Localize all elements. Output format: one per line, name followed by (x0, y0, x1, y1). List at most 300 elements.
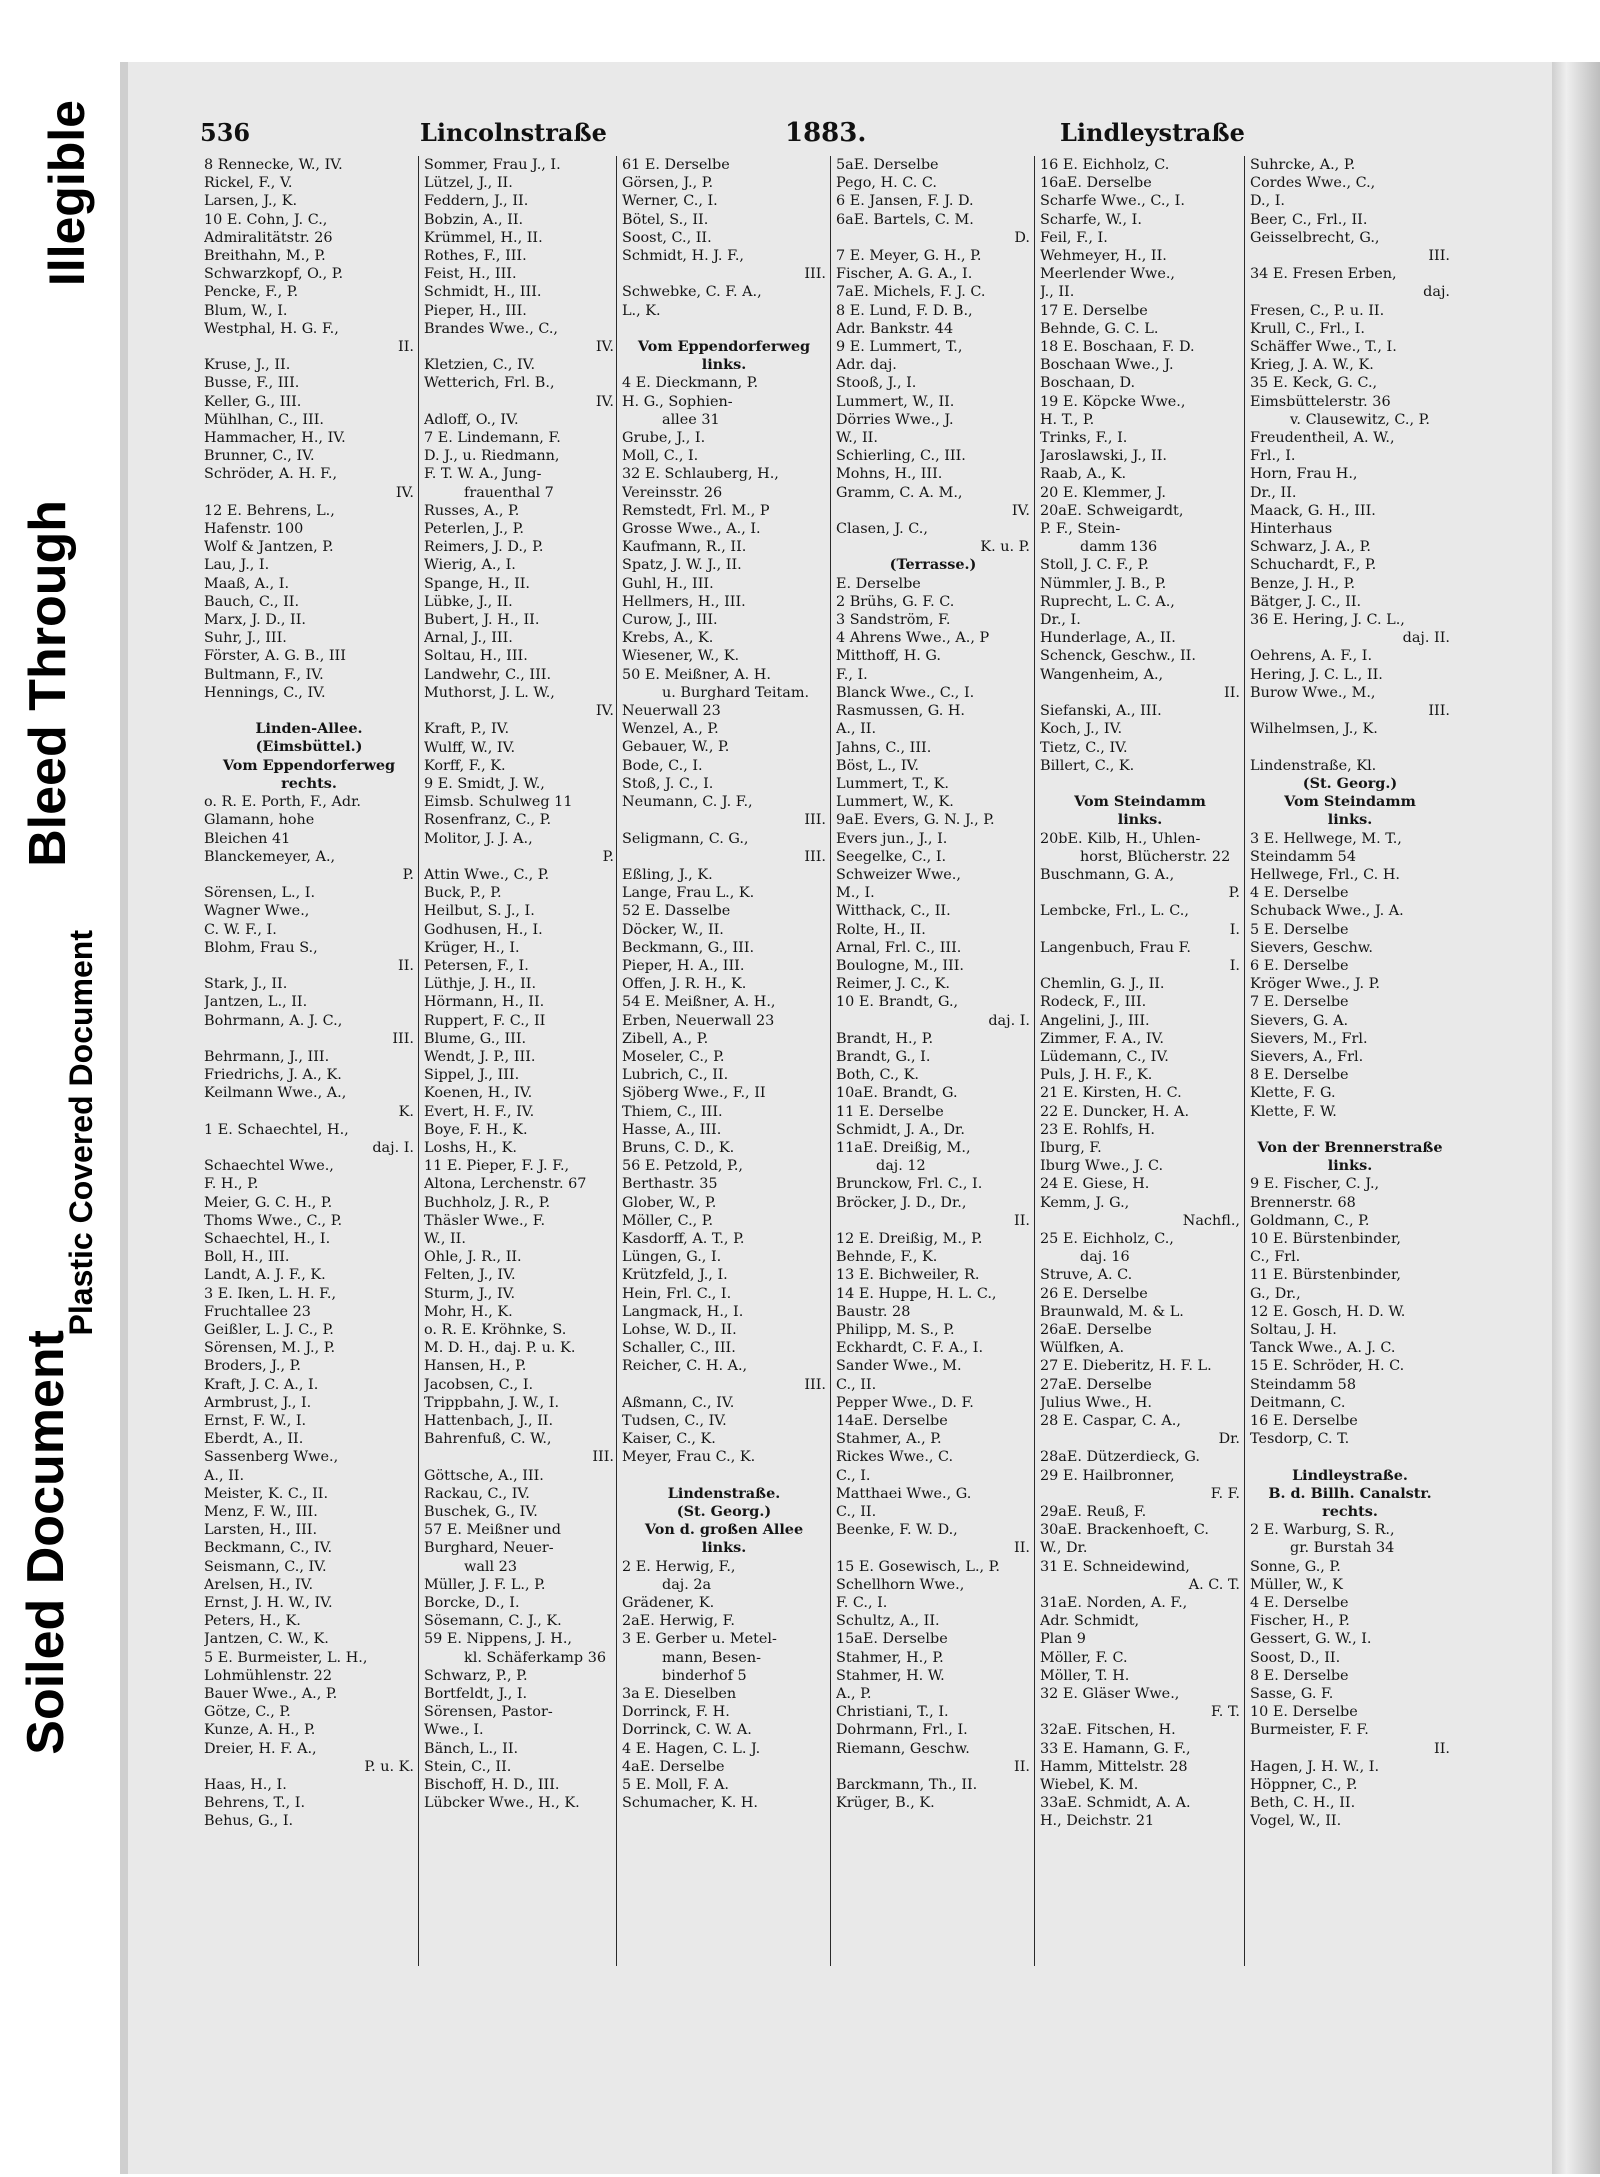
directory-entry: Boye, F. H., K. (424, 1121, 528, 1138)
directory-entry: Blanck Wwe., C., I. (836, 684, 975, 701)
directory-entry: K. u. P. (980, 539, 1030, 556)
directory-entry: 11aE. Dreißig, M., (836, 1139, 971, 1156)
directory-entry: Arnal, Frl. C., III. (836, 939, 962, 956)
directory-entry: Ohle, J. R., II. (424, 1249, 522, 1266)
directory-entry: Lohse, W. D., II. (622, 1321, 737, 1338)
directory-entry: 32aE. Fitschen, H. (1040, 1722, 1176, 1739)
directory-entry: 20bE. Kilb, H., Uhlen- (1040, 830, 1201, 847)
directory-entry: E. Derselbe (836, 575, 921, 592)
directory-entry: Sievers, M., Frl. (1250, 1030, 1368, 1047)
directory-column (836, 156, 1030, 1986)
directory-entry: Zimmer, F. A., IV. (1040, 1030, 1164, 1047)
directory-entry: Matthaei Wwe., G. (836, 1485, 972, 1502)
directory-entry: Blum, W., I. (204, 302, 288, 319)
directory-entry: 7aE. Michels, F. J. C. (836, 284, 986, 301)
directory-entry: Behus, G., I. (204, 1813, 294, 1830)
section-gap (1250, 1121, 1450, 1139)
directory-entry: Bätger, J. C., II. (1250, 593, 1362, 610)
directory-entry: Pencke, F., P. (204, 284, 299, 301)
directory-entry: II. (398, 957, 414, 974)
directory-entry: Behrens, T., I. (204, 1795, 306, 1812)
directory-entry: Peters, H., K. (204, 1613, 301, 1630)
directory-entry: 11 E. Pieper, F. J. F., (424, 1158, 570, 1175)
directory-entry: 9 E. Fischer, C. J., (1250, 1176, 1380, 1193)
directory-entry: 3 E. Hellwege, M. T., (1250, 830, 1402, 847)
directory-entry: Müller, J. F. L., P. (424, 1576, 546, 1593)
directory-entry: Hinterhaus (1250, 521, 1333, 538)
directory-entry: Maack, G. H., III. (1250, 502, 1376, 519)
directory-entry: Freudentheil, A. W., (1250, 430, 1395, 447)
directory-entry: Haas, H., I. (204, 1777, 287, 1794)
directory-entry: Chemlin, G. J., II. (1040, 976, 1165, 993)
directory-entry: Busse, F., III. (204, 375, 300, 392)
directory-entry: Korff, F., K. (424, 757, 506, 774)
directory-entry: Suhrcke, A., P. (1250, 157, 1356, 173)
directory-entry: Koenen, H., IV. (424, 1085, 533, 1102)
directory-column (622, 156, 826, 1986)
directory-entry: Sörensen, Pastor- (424, 1704, 553, 1721)
directory-entry: I. (1229, 957, 1240, 974)
directory-entry: M. D. H., daj. P. u. K. (424, 1340, 576, 1357)
directory-entry: Langenbuch, Frau F. (1040, 939, 1191, 956)
section-heading: (St. Georg.) (1302, 774, 1398, 792)
directory-entry: Geißler, L. J. C., P. (204, 1321, 334, 1338)
directory-entry: A., II. (204, 1467, 245, 1484)
directory-entry: Brunner, C., IV. (204, 448, 315, 465)
directory-entry: Kruse, J., II. (204, 357, 291, 374)
directory-entry: Ruppert, F. C., II (424, 1012, 546, 1029)
directory-entry: Dr., II. (1250, 484, 1297, 501)
directory-entry: Wülfken, A. (1040, 1340, 1125, 1357)
directory-entry: daj. II. (1402, 630, 1450, 647)
directory-entry: D., I. (1250, 193, 1286, 210)
directory-entry: 4 E. Hagen, C. L. J. (622, 1740, 761, 1757)
directory-entry: Bruns, C. D., K. (622, 1139, 735, 1156)
directory-entry: Brandt, H., P. (836, 1030, 934, 1047)
directory-entry: Hafenstr. 100 (204, 521, 304, 538)
directory-entry: Evers jun., J., I. (836, 830, 948, 847)
section-gap (1250, 1448, 1450, 1466)
directory-entry: Schumacher, K. H. (622, 1795, 758, 1812)
directory-entry: Möller, C., P. (622, 1212, 714, 1229)
directory-entry: Behrmann, J., III. (204, 1048, 330, 1065)
directory-entry: Hennings, C., IV. (204, 684, 326, 701)
directory-entry: 29aE. Reuß, F. (1040, 1504, 1147, 1521)
directory-entry: Krüger, B., K. (836, 1795, 935, 1812)
directory-entry: C., II. (836, 1376, 877, 1393)
directory-entry: Lüngen, G., I. (622, 1249, 722, 1266)
directory-entry: Keilmann Wwe., A., (204, 1085, 347, 1102)
directory-entry: Petersen, F., I. (424, 957, 529, 974)
directory-entry: Hamm, Mittelstr. 28 (1040, 1758, 1188, 1775)
directory-entry: Struve, A. C. (1040, 1267, 1133, 1284)
directory-entry: Schenck, Geschw., II. (1040, 648, 1196, 665)
directory-entry: Thoms Wwe., C., P. (204, 1212, 343, 1229)
directory-entry: Tietz, C., IV. (1040, 739, 1128, 756)
directory-entry: Lembcke, Frl., L. C., (1040, 903, 1189, 920)
directory-entry: 10 E. Derselbe (1250, 1704, 1358, 1721)
directory-entry: Julius Wwe., H. (1040, 1394, 1152, 1411)
directory-entry: 12 E. Behrens, L., (204, 502, 335, 519)
directory-entry: A., II. (836, 721, 877, 738)
directory-entry: Beth, C. H., II. (1250, 1795, 1356, 1812)
directory-entry: Meyer, Frau C., K. (622, 1449, 756, 1466)
directory-entry: III. (1428, 703, 1450, 720)
directory-entry: daj. I. (988, 1012, 1030, 1029)
section-heading: links. (1117, 811, 1163, 829)
directory-entry: horst, Blücherstr. 22 (1080, 848, 1231, 865)
directory-entry: Reicher, C. H. A., (622, 1358, 748, 1375)
directory-entry: Meister, K. C., II. (204, 1485, 329, 1502)
directory-entry: Adr. Bankstr. 44 (836, 320, 954, 337)
directory-entry: Riemann, Geschw. (836, 1740, 970, 1757)
directory-entry: Scharfe Wwe., C., I. (1040, 193, 1185, 210)
directory-entry: Döcker, W., II. (622, 921, 724, 938)
directory-entry: Vereinsstr. 26 (622, 484, 723, 501)
directory-entry: IV. (595, 339, 614, 356)
section-heading: Vom Steindamm (1074, 793, 1206, 811)
directory-entry: Klette, F. G. (1250, 1085, 1336, 1102)
directory-entry: Schwarz, P., P. (424, 1667, 528, 1684)
directory-entry: Bleichen 41 (204, 830, 291, 847)
directory-entry: II. (1014, 1212, 1030, 1229)
directory-entry: III. (392, 1030, 414, 1047)
directory-entry: Felten, J., IV. (424, 1267, 516, 1284)
section-heading: B. d. Billh. Canalstr. (1268, 1484, 1432, 1502)
directory-entry: Seligmann, C. G., (622, 830, 749, 847)
directory-entry: Burow Wwe., M., (1250, 684, 1376, 701)
directory-entry: Scharfe, W., I. (1040, 211, 1142, 228)
directory-entry: Beckmann, G., III. (622, 939, 755, 956)
directory-entry: 59 E. Nippens, J. H., (424, 1631, 572, 1648)
directory-entry: Adloff, O., IV. (424, 411, 519, 428)
directory-entry: Gebauer, W., P. (622, 739, 730, 756)
directory-entry: Horn, Frau H., (1250, 466, 1358, 483)
directory-entry: C. W. F., I. (204, 921, 277, 938)
directory-entry: Pego, H. C. C. (836, 175, 937, 192)
directory-entry: Lohmühlenstr. 22 (204, 1667, 332, 1684)
directory-entry: Stark, J., II. (204, 976, 288, 993)
directory-entry: Stahmer, H. W. (836, 1667, 945, 1684)
directory-entry: P. u. K. (364, 1758, 414, 1775)
directory-entry: 20aE. Schweigardt, (1040, 502, 1184, 519)
directory-entry: Behnde, G. C. L. (1040, 320, 1159, 337)
directory-entry: 2 E. Herwig, F., (622, 1558, 736, 1575)
directory-entry: Stahmer, H., P. (836, 1649, 944, 1666)
directory-entry: allee 31 (662, 411, 720, 428)
directory-entry: Bauch, C., II. (204, 593, 300, 610)
directory-entry: M., I. (836, 885, 875, 902)
directory-entry: Buschmann, G. A., (1040, 866, 1175, 883)
directory-entry: Mohr, H., K. (424, 1303, 513, 1320)
directory-entry: Thäsler Wwe., F. (424, 1212, 546, 1229)
directory-entry: Lummert, W., K. (836, 794, 954, 811)
directory-entry: P. F., Stein- (1040, 521, 1121, 538)
directory-entry: Eimsb. Schulweg 11 (424, 794, 573, 811)
directory-entry: H., Deichstr. 21 (1040, 1813, 1155, 1830)
directory-entry: Dorrinck, C. W. A. (622, 1722, 752, 1739)
directory-entry: Sörensen, M. J., P. (204, 1340, 336, 1357)
directory-entry: 4 Ahrens Wwe., A., P (836, 630, 990, 647)
directory-entry: 7 E. Derselbe (1250, 994, 1349, 1011)
directory-entry: 21 E. Kirsten, H. C. (1040, 1085, 1182, 1102)
directory-entry: Grosse Wwe., A., I. (622, 521, 761, 538)
directory-entry: Mühlhan, C., III. (204, 411, 324, 428)
soiled-document-label: Soiled Document (17, 1330, 75, 1755)
directory-entry: 24 E. Giese, H. (1040, 1176, 1150, 1193)
directory-entry: v. Clausewitz, C., P. (1290, 411, 1430, 428)
directory-entry: W., II. (424, 1230, 466, 1247)
directory-entry: 7 E. Lindemann, F. (424, 430, 561, 447)
directory-entry: Sonne, G., P. (1250, 1558, 1341, 1575)
directory-entry: Schuback Wwe., J. A. (1250, 903, 1404, 920)
directory-entry: F. C., I. (836, 1595, 888, 1612)
directory-entry: Eberdt, A., II. (204, 1431, 304, 1448)
directory-entry: Lüdemann, C., IV. (1040, 1048, 1169, 1065)
directory-entry: III. (804, 812, 826, 829)
directory-entry: Werner, C., I. (622, 193, 718, 210)
directory-entry: 56 E. Petzold, P., (622, 1158, 743, 1175)
directory-entry: 12 E. Dreißig, M., P. (836, 1230, 983, 1247)
directory-entry: 8 Rennecke, W., IV. (204, 157, 343, 173)
directory-entry: Deitmann, C. (1250, 1394, 1346, 1411)
directory-entry: Feil, F., I. (1040, 229, 1108, 246)
directory-entry: Böst, L., IV. (836, 757, 919, 774)
running-head-right: Lindleystraße (1060, 118, 1245, 147)
directory-entry: Peterlen, J., P. (424, 521, 524, 538)
directory-entry: Wangenheim, A., (1040, 666, 1164, 683)
section-heading: (Terrasse.) (889, 556, 977, 574)
directory-entry: Rickes Wwe., C. (836, 1449, 954, 1466)
directory-entry: 14 E. Huppe, H. L. C., (836, 1285, 997, 1302)
section-heading: rechts. (281, 774, 337, 792)
directory-entry: III. (804, 266, 826, 283)
directory-entry: W., Dr. (1040, 1540, 1088, 1557)
directory-entry: 9 E. Smidt, J. W., (424, 775, 545, 792)
directory-entry: Rickel, F., V. (204, 175, 293, 192)
directory-entry: Sander Wwe., M. (836, 1358, 962, 1375)
section-heading: links. (1327, 811, 1373, 829)
section-gap (622, 320, 826, 338)
directory-entry: damm 136 (1080, 539, 1158, 556)
directory-entry: binderhof 5 (662, 1667, 747, 1684)
directory-entry: 33aE. Schmidt, A. A. (1040, 1795, 1191, 1812)
directory-entry: Philipp, M. S., P. (836, 1322, 955, 1338)
directory-entry: 3 Sandström, F. (836, 612, 951, 629)
directory-entry: Benze, J. H., P. (1250, 575, 1356, 592)
directory-entry: 15aE. Derselbe (836, 1631, 948, 1648)
directory-entry: 30aE. Brackenhoeft, C. (1040, 1522, 1209, 1539)
directory-entry: IV. (595, 703, 614, 720)
directory-entry: 20 E. Klemmer, J. (1040, 484, 1166, 501)
directory-entry: 15 E. Schröder, H. C. (1250, 1358, 1405, 1375)
section-heading: Vom Steindamm (1284, 793, 1416, 811)
directory-entry: Hunderlage, A., II. (1040, 630, 1176, 647)
directory-entry: Stooß, J., I. (836, 375, 917, 392)
directory-entry: 14aE. Derselbe (836, 1413, 948, 1430)
directory-entry: Schellhorn Wwe., (836, 1576, 965, 1593)
directory-entry: Schaechtel Wwe., (204, 1158, 334, 1175)
section-heading: Linden-Allee. (255, 720, 363, 738)
directory-entry: D. (1014, 229, 1030, 246)
directory-entry: II. (1434, 1740, 1450, 1757)
directory-entry: Bröcker, J. D., Dr., (836, 1194, 967, 1211)
directory-entry: Wolf & Jantzen, P. (204, 539, 334, 556)
directory-entry: Both, C., K. (836, 1067, 919, 1084)
directory-entry: Wulff, W., IV. (424, 739, 516, 756)
directory-entry: Burmeister, F. F. (1250, 1722, 1369, 1739)
directory-entry: Wiesener, W., K. (622, 648, 740, 665)
directory-entry: 11 E. Derselbe (836, 1103, 944, 1120)
directory-entry: 7 E. Meyer, G. H., P. (836, 248, 982, 265)
directory-entry: Feist, H., III. (424, 266, 517, 283)
directory-entry: wall 23 (464, 1558, 517, 1575)
directory-entry: Adr. Schmidt, (1040, 1613, 1140, 1630)
directory-entry: Schäffer Wwe., T., I. (1250, 339, 1397, 356)
directory-entry: Russes, A., P. (424, 502, 520, 519)
directory-entry: Schierling, C., III. (836, 448, 966, 465)
directory-entry: Evert, H. F., IV. (424, 1103, 535, 1120)
directory-entry: Hagen, J. H. W., I. (1250, 1758, 1380, 1775)
directory-entry: Christiani, T., I. (836, 1704, 949, 1721)
directory-entry: daj. (1423, 284, 1450, 301)
directory-entry: 6aE. Bartels, C. M. (836, 211, 974, 228)
directory-entry: Brandes Wwe., C., (424, 320, 558, 337)
directory-entry: Sassenberg Wwe., (204, 1449, 339, 1466)
directory-entry: Hering, J. C. L., II. (1250, 666, 1383, 683)
directory-entry: Meier, G. C. H., P. (204, 1194, 333, 1211)
directory-entry: 9 E. Lummert, T., (836, 339, 963, 356)
directory-entry: 4 E. Derselbe (1250, 885, 1349, 902)
section-gap (204, 702, 414, 720)
directory-entry: Soost, C., II. (622, 229, 712, 246)
directory-entry: Hörmann, H., II. (424, 994, 545, 1011)
section-heading: links. (701, 356, 747, 374)
directory-entry: Dörries Wwe., J. (836, 411, 954, 428)
directory-entry: Fruchtallee 23 (204, 1303, 311, 1320)
directory-column (424, 156, 614, 1986)
directory-entry: Lau, J., I. (204, 557, 270, 574)
directory-entry: Burghard, Neuer- (424, 1540, 554, 1557)
directory-entry: Clasen, J. C., (836, 521, 928, 538)
directory-entry: 6 E. Jansen, F. J. D. (836, 193, 974, 210)
directory-entry: Frl., I. (1250, 448, 1296, 465)
directory-entry: Blohm, Frau S., (204, 939, 318, 956)
directory-entry: Wetterich, Frl. B., (424, 375, 555, 392)
directory-entry: Neuerwall 23 (622, 703, 721, 720)
directory-entry: C., II. (836, 1504, 877, 1521)
directory-entry: 13 E. Bichweiler, R. (836, 1267, 980, 1284)
directory-column (1040, 156, 1240, 1986)
directory-entry: daj. I. (372, 1139, 414, 1156)
directory-entry: Braunwald, M. & L. (1040, 1303, 1184, 1320)
directory-entry: Arelsen, H., IV. (204, 1576, 314, 1593)
directory-entry: 8 E. Derselbe (1250, 1667, 1349, 1684)
directory-entry: Höppner, C., P. (1250, 1777, 1358, 1794)
directory-entry: P. (402, 866, 414, 883)
directory-entry: Wilhelmsen, J., K. (1250, 721, 1378, 738)
directory-entry: Aßmann, C., IV. (622, 1394, 735, 1411)
directory-entry: Kunze, A. H., P. (204, 1722, 316, 1739)
directory-entry: Schultz, A., II. (836, 1613, 940, 1630)
directory-entry: Stahmer, A., P. (836, 1431, 942, 1448)
directory-entry: Buchholz, J. R., P. (424, 1194, 551, 1211)
directory-entry: daj. 12 (876, 1158, 926, 1175)
directory-entry: o. R. E. Porth, F., Adr. (204, 794, 361, 811)
section-heading: links. (1327, 1157, 1373, 1175)
directory-entry: Bubert, J. H., II. (424, 612, 540, 629)
directory-entry: A. C. T. (1188, 1576, 1240, 1593)
directory-entry: 3 E. Gerber u. Metel- (622, 1631, 777, 1648)
section-heading: Lindenstraße. (667, 1484, 781, 1502)
directory-entry: P. (1228, 885, 1240, 902)
directory-entry: Neumann, C. J. F., (622, 794, 753, 811)
directory-entry: Sörensen, L., I. (204, 885, 316, 902)
directory-entry: Kasdorff, A. T., P. (622, 1230, 745, 1247)
directory-entry: Buck, P., P. (424, 885, 502, 902)
directory-entry: 54 E. Meißner, A. H., (622, 994, 776, 1011)
directory-entry: III. (592, 1449, 614, 1466)
section-heading: links. (701, 1539, 747, 1557)
directory-entry: Thiem, C., III. (622, 1103, 723, 1120)
directory-entry: Mohns, H., III. (836, 466, 943, 483)
directory-entry: 57 E. Meißner und (424, 1522, 561, 1539)
directory-entry: Schaechtel, H., I. (204, 1230, 331, 1247)
directory-entry: 5aE. Derselbe (836, 157, 939, 173)
directory-entry: Fischer, A. G. A., I. (836, 266, 973, 283)
directory-entry: P. (602, 848, 614, 865)
directory-entry: Landt, A. J. F., K. (204, 1267, 326, 1284)
directory-entry: III. (1428, 248, 1450, 265)
directory-entry: Baustr. 28 (836, 1303, 911, 1320)
directory-entry: Sommer, Frau J., I. (424, 157, 561, 173)
directory-entry: Eimsbüttelerstr. 36 (1250, 393, 1391, 410)
directory-entry: 32 E. Gläser Wwe., (1040, 1686, 1180, 1703)
left-margin (0, 0, 120, 2177)
directory-entry: Wierig, A., I. (424, 557, 516, 574)
directory-entry: Grädener, K. (622, 1595, 715, 1612)
directory-entry: Langmack, H., I. (622, 1303, 744, 1320)
directory-entry: III. (804, 1376, 826, 1393)
directory-entry: Lübcker Wwe., H., K. (424, 1795, 580, 1812)
directory-entry: Jahns, C., III. (836, 739, 932, 756)
directory-entry: Kletzien, C., IV. (424, 357, 536, 374)
directory-entry: Dreier, H. F. A., (204, 1740, 317, 1757)
section-heading: rechts. (1322, 1502, 1378, 1520)
directory-entry: Hattenbach, J., II. (424, 1413, 554, 1430)
section-gap (1250, 739, 1450, 757)
directory-entry: Pieper, H., III. (424, 302, 527, 319)
directory-entry: Kraft, P., IV. (424, 721, 510, 738)
directory-entry: 10aE. Brandt, G. (836, 1085, 958, 1102)
directory-entry: Attin Wwe., C., P. (424, 866, 550, 883)
directory-entry: Wendt, J. P., III. (424, 1048, 536, 1065)
directory-entry: 34 E. Fresen Erben, (1250, 266, 1397, 283)
directory-entry: mann, Besen- (662, 1649, 762, 1666)
directory-entry: Tudsen, C., IV. (622, 1413, 727, 1429)
directory-entry: Tanck Wwe., A. J. C. (1250, 1340, 1396, 1357)
directory-entry: 29 E. Hailbronner, (1040, 1467, 1175, 1484)
directory-entry: Borcke, D., I. (424, 1595, 520, 1612)
directory-entry: Schwebke, C. F. A., (622, 284, 762, 301)
directory-entry: Hellwege, Frl., C. H. (1250, 866, 1400, 883)
directory-entry: Feddern, J., II. (424, 193, 529, 210)
section-gap (622, 1467, 826, 1485)
directory-entry: Berthastr. 35 (622, 1176, 718, 1193)
directory-entry: Stoß, J. C., I. (622, 775, 714, 792)
directory-entry: Angelini, J., III. (1040, 1012, 1150, 1029)
directory-entry: Steindamm 58 (1250, 1376, 1356, 1393)
